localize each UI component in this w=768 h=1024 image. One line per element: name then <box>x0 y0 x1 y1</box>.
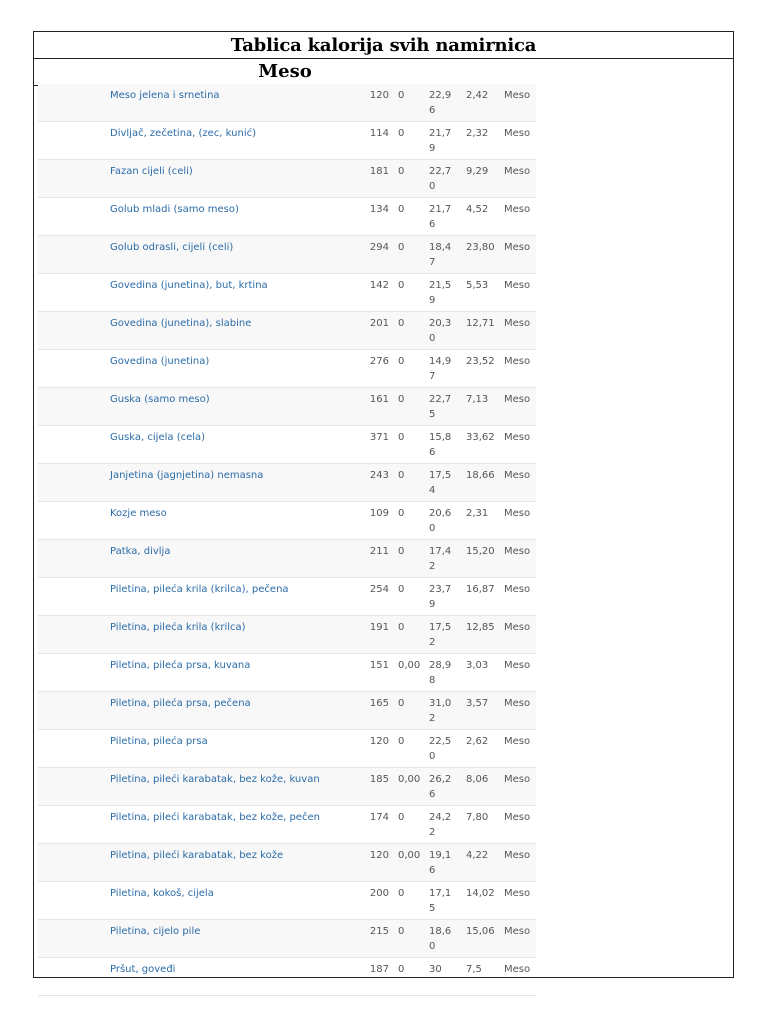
category-cell: Meso <box>504 736 531 747</box>
food-name-link[interactable]: Golub odrasli, cijeli (celi) <box>110 242 234 253</box>
fat-cell: 12,71 <box>466 318 495 329</box>
fat-cell: 4,22 <box>466 850 489 861</box>
fat-cell: 4,52 <box>466 204 489 215</box>
category-cell: Meso <box>504 394 531 405</box>
table-row <box>38 958 536 996</box>
food-name-link[interactable]: Govedina (junetina), but, krtina <box>110 280 268 291</box>
food-name-link[interactable]: Piletina, pileća krila (krilca), pečena <box>110 584 289 595</box>
kcal-cell: 120 <box>369 90 389 101</box>
table-row <box>38 844 536 882</box>
fat-cell: 33,62 <box>466 432 495 443</box>
kcal-cell: 200 <box>369 888 389 899</box>
protein-cell: 21,79 <box>429 128 452 154</box>
category-cell: Meso <box>504 850 531 861</box>
protein-cell: 15,86 <box>429 432 452 458</box>
kcal-cell: 120 <box>369 736 389 747</box>
food-name-link[interactable]: Piletina, pileći karabatak, bez kože, kuvan <box>110 774 320 785</box>
table-row <box>38 84 536 122</box>
table-row <box>38 236 536 274</box>
category-cell: Meso <box>504 888 531 899</box>
protein-cell: 21,59 <box>429 280 452 306</box>
fat-cell: 14,02 <box>466 888 495 899</box>
fat-cell: 23,52 <box>466 356 495 367</box>
carbs-cell: 0 <box>398 128 405 139</box>
kcal-cell: 142 <box>369 280 389 291</box>
carbs-cell: 0 <box>398 622 405 633</box>
food-name-link[interactable]: Meso jelena i srnetina <box>110 90 220 101</box>
kcal-cell: 191 <box>369 622 389 633</box>
carbs-cell: 0,00 <box>398 774 421 785</box>
food-name-link[interactable]: Piletina, pileći karabatak, bez kože, pečen <box>110 812 320 823</box>
protein-cell: 18,60 <box>429 926 452 952</box>
carbs-cell: 0,00 <box>398 660 421 671</box>
protein-cell: 14,97 <box>429 356 452 382</box>
category-cell: Meso <box>504 432 531 443</box>
section-title: Meso <box>258 61 312 82</box>
category-cell: Meso <box>504 660 531 671</box>
food-name-link[interactable]: Pršut, goveđi <box>110 964 176 975</box>
kcal-cell: 114 <box>369 128 389 139</box>
food-name-link[interactable]: Piletina, kokoš, cijela <box>110 888 214 899</box>
carbs-cell: 0 <box>398 888 405 899</box>
carbs-cell: 0 <box>398 546 405 557</box>
fat-cell: 16,87 <box>466 584 495 595</box>
fat-cell: 2,42 <box>466 90 489 101</box>
fat-cell: 7,13 <box>466 394 489 405</box>
protein-cell: 22,96 <box>429 90 452 116</box>
carbs-cell: 0 <box>398 508 405 519</box>
protein-cell: 20,60 <box>429 508 452 534</box>
carbs-cell: 0 <box>398 736 405 747</box>
protein-cell: 23,79 <box>429 584 452 610</box>
title-row <box>34 32 733 59</box>
category-cell: Meso <box>504 774 531 785</box>
kcal-cell: 201 <box>369 318 389 329</box>
page-title: Tablica kalorija svih namirnica <box>230 34 537 56</box>
table-row <box>38 464 536 502</box>
protein-cell: 17,42 <box>429 546 452 572</box>
carbs-cell: 0 <box>398 698 405 709</box>
category-cell: Meso <box>504 812 531 823</box>
food-name-link[interactable]: Govedina (junetina), slabine <box>110 318 252 329</box>
food-name-link[interactable]: Piletina, cijelo pile <box>110 926 201 937</box>
kcal-cell: 187 <box>369 964 389 975</box>
carbs-cell: 0 <box>398 90 405 101</box>
protein-cell: 22,75 <box>429 394 452 420</box>
fat-cell: 12,85 <box>466 622 495 633</box>
fat-cell: 7,80 <box>466 812 489 823</box>
table-row <box>38 122 536 160</box>
table-row <box>38 426 536 464</box>
food-name-link[interactable]: Guska (samo meso) <box>110 394 210 405</box>
table-row <box>38 160 536 198</box>
food-name-link[interactable]: Patka, divlja <box>110 546 171 557</box>
protein-cell: 22,70 <box>429 166 452 192</box>
kcal-cell: 134 <box>369 204 389 215</box>
table-row <box>38 198 536 236</box>
category-cell: Meso <box>504 964 531 975</box>
food-name-link[interactable]: Piletina, pileća prsa, pečena <box>110 698 251 709</box>
fat-cell: 8,06 <box>466 774 489 785</box>
carbs-cell: 0 <box>398 318 405 329</box>
protein-cell: 17,54 <box>429 470 452 496</box>
category-cell: Meso <box>504 926 531 937</box>
carbs-cell: 0 <box>398 584 405 595</box>
fat-cell: 9,29 <box>466 166 489 177</box>
protein-cell: 17,15 <box>429 888 452 914</box>
table-row <box>38 540 536 578</box>
food-name-link[interactable]: Fazan cijeli (celi) <box>110 166 193 177</box>
food-name-link[interactable]: Piletina, pileći karabatak, bez kože <box>110 850 284 861</box>
food-table <box>38 84 536 996</box>
table-row <box>38 502 536 540</box>
kcal-cell: 181 <box>369 166 389 177</box>
food-name-link[interactable]: Golub mladi (samo meso) <box>110 204 239 215</box>
fat-cell: 23,80 <box>466 242 495 253</box>
category-cell: Meso <box>504 318 531 329</box>
fat-cell: 7,5 <box>466 964 482 975</box>
protein-cell: 30 <box>429 964 442 975</box>
carbs-cell: 0,00 <box>398 850 421 861</box>
protein-cell: 17,52 <box>429 622 452 648</box>
category-cell: Meso <box>504 356 531 367</box>
carbs-cell: 0 <box>398 926 405 937</box>
table-row <box>38 350 536 388</box>
protein-cell: 28,98 <box>429 660 452 686</box>
table-row <box>38 768 536 806</box>
fat-cell: 2,31 <box>466 508 489 519</box>
table-row <box>38 274 536 312</box>
category-cell: Meso <box>504 280 531 291</box>
kcal-cell: 120 <box>369 850 389 861</box>
table-row <box>38 654 536 692</box>
protein-cell: 22,50 <box>429 736 452 762</box>
kcal-cell: 276 <box>369 356 389 367</box>
food-name-link[interactable]: Piletina, pileća prsa, kuvana <box>110 660 251 671</box>
carbs-cell: 0 <box>398 394 405 405</box>
protein-cell: 26,26 <box>429 774 452 800</box>
carbs-cell: 0 <box>398 204 405 215</box>
carbs-cell: 0 <box>398 242 405 253</box>
category-cell: Meso <box>504 546 531 557</box>
category-cell: Meso <box>504 698 531 709</box>
fat-cell: 5,53 <box>466 280 489 291</box>
table-row <box>38 882 536 920</box>
fat-cell: 15,20 <box>466 546 495 557</box>
kcal-cell: 165 <box>369 698 389 709</box>
table-row <box>38 616 536 654</box>
kcal-cell: 243 <box>369 470 389 481</box>
category-cell: Meso <box>504 204 531 215</box>
protein-cell: 19,16 <box>429 850 452 876</box>
carbs-cell: 0 <box>398 166 405 177</box>
food-name-link[interactable]: Divljač, zečetina, (zec, kunić) <box>110 128 257 139</box>
kcal-cell: 161 <box>369 394 389 405</box>
kcal-cell: 215 <box>369 926 389 937</box>
kcal-cell: 254 <box>369 584 389 595</box>
category-cell: Meso <box>504 622 531 633</box>
kcal-cell: 109 <box>369 508 389 519</box>
food-name-link[interactable]: Kozje meso <box>110 508 167 519</box>
fat-cell: 3,03 <box>466 660 489 671</box>
table-row <box>38 920 536 958</box>
protein-cell: 18,47 <box>429 242 452 268</box>
table-row <box>38 578 536 616</box>
table-row <box>38 730 536 768</box>
fat-cell: 2,32 <box>466 128 489 139</box>
fat-cell: 18,66 <box>466 470 495 481</box>
protein-cell: 20,30 <box>429 318 452 344</box>
kcal-cell: 151 <box>369 660 389 671</box>
category-cell: Meso <box>504 242 531 253</box>
section-header <box>34 59 733 86</box>
protein-cell: 21,76 <box>429 204 452 230</box>
category-cell: Meso <box>504 90 531 101</box>
category-cell: Meso <box>504 584 531 595</box>
kcal-cell: 211 <box>369 546 389 557</box>
protein-cell: 24,22 <box>429 812 452 838</box>
table-row <box>38 388 536 426</box>
category-cell: Meso <box>504 128 531 139</box>
food-name-link[interactable]: Piletina, pileća prsa <box>110 736 208 747</box>
kcal-cell: 185 <box>369 774 389 785</box>
food-name-link[interactable]: Piletina, pileća krila (krilca) <box>110 622 246 633</box>
food-name-link[interactable]: Janjetina (jagnjetina) nemasna <box>110 470 264 481</box>
carbs-cell: 0 <box>398 280 405 291</box>
table-row <box>38 806 536 844</box>
fat-cell: 2,62 <box>466 736 489 747</box>
carbs-cell: 0 <box>398 470 405 481</box>
carbs-cell: 0 <box>398 812 405 823</box>
food-name-link[interactable]: Guska, cijela (cela) <box>110 432 206 443</box>
fat-cell: 3,57 <box>466 698 489 709</box>
food-name-link[interactable]: Govedina (junetina) <box>110 356 210 367</box>
category-cell: Meso <box>504 470 531 481</box>
carbs-cell: 0 <box>398 432 405 443</box>
fat-cell: 15,06 <box>466 926 495 937</box>
table-row <box>38 312 536 350</box>
carbs-cell: 0 <box>398 356 405 367</box>
kcal-cell: 174 <box>369 812 389 823</box>
carbs-cell: 0 <box>398 964 405 975</box>
kcal-cell: 294 <box>369 242 389 253</box>
category-cell: Meso <box>504 166 531 177</box>
document-frame <box>33 31 734 978</box>
kcal-cell: 371 <box>369 432 389 443</box>
protein-cell: 31,02 <box>429 698 452 724</box>
category-cell: Meso <box>504 508 531 519</box>
table-row <box>38 692 536 730</box>
